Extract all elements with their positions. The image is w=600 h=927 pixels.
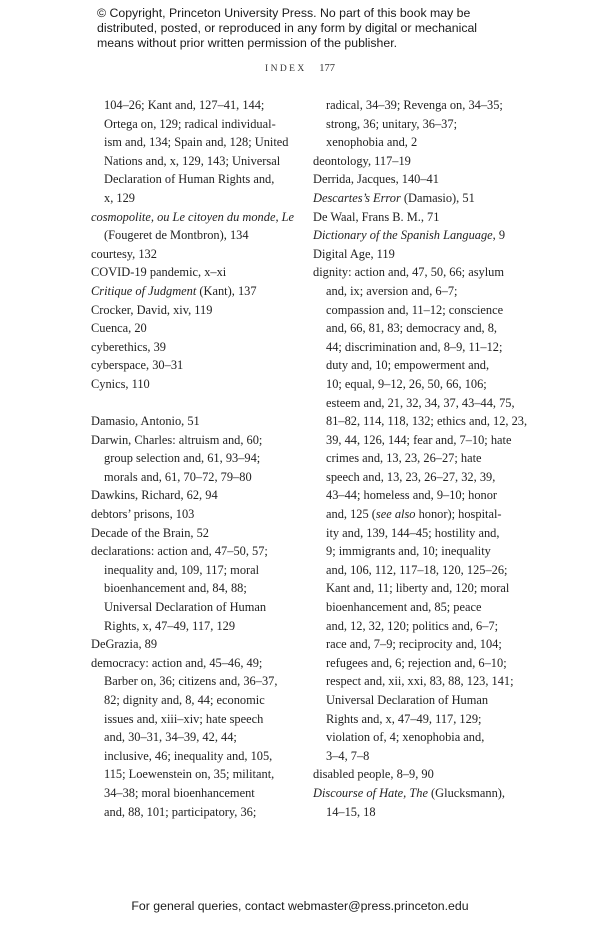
index-entry: Cuenca, 20 xyxy=(91,321,147,336)
index-entry: Dictionary of the Spanish Language, 9 xyxy=(313,228,506,243)
see-also-line: and, 125 (see also honor); hospital- xyxy=(326,507,502,522)
running-head xyxy=(0,63,600,74)
index-entry: Descartes’s Error (Damasio), 51 xyxy=(313,190,475,205)
index-entry: Cynics, 110 xyxy=(91,376,150,391)
index-entry: Darwin, Charles: altruism and, 60; group selection and, 61, 93–94; morals and, 61, 70–72, 79–80 xyxy=(91,432,263,484)
index-column-right xyxy=(313,96,528,821)
index-entry: deontology, 117–19 xyxy=(313,153,411,168)
index-entry: cyberethics, 39 xyxy=(91,339,167,354)
index-entry-continuation: 104–26; Kant and, 127–41, 144; Ortega on, 129; radical individual- ism and, 134; Spain and, 128; United Nations and, x, 129, 143; Universal Declaration of Human Rights and, x, 129 xyxy=(104,98,289,205)
index-entry: COVID-19 pandemic, x–xi xyxy=(91,265,227,280)
index-entry: courtesy, 132 xyxy=(91,246,157,261)
index-entry-dignity: dignity: action and, 47, 50, 66; asylum and, ix; aversion and, 6–7; compassion and, 11–12; conscience and, 66, 81, 83; democracy and, 8, 44; discrimination and, 8–9, 11–12; duty and, 10; empowerment and, 10; equal, 9–12, 26, 50, 66, 106; esteem and, 21, 32, 34, 37, 43–44, 75, 81–82, 114, 118, 132; ethics and, 12, 23, 39, 44, 126, 144; fear and, 7–10; hate crimes and, 13, 23, 26–27; hate speech and, 13, 23, 26–27, 32, 39, 43–44; homeless and, 9–10; honor and, 125 (see also honor); hospital- ity and, 139, 144–45; hostility and, 9; immigrants and, 10; inequality and, 106, 112, 117–18, 120, 125–26; Kant and, 11; liberty and, 120; moral bioenhancement and, 85; peace and, 12, 32, 120; politics and, 6–7; race and, 7–9; reciprocity and, 104; refugees and, 6; rejection and, 6–10; respect and, xii, xxi, 83, 88, 123, 141; Universal Declaration of Human Rights and, x, 47–49, 117, 129; violation of, 4; xenophobia and, 3–4, 7–8 xyxy=(313,265,528,763)
index-entry: Damasio, Antonio, 51 xyxy=(91,414,200,429)
index-entry: Decade of the Brain, 52 xyxy=(91,525,210,540)
index-entry: declarations: action and, 47–50, 57; inequality and, 109, 117; moral bioenhancement and, 84, 88; Universal Declaration of Human Rights, x, 47–49, 117, 129 xyxy=(91,544,268,633)
index-entry: Digital Age, 119 xyxy=(313,246,395,261)
index-entry: democracy: action and, 45–46, 49; Barber on, 36; citizens and, 36–37, 82; dignity and, 8, 44; economic issues and, xiii–xiv; hate speech and, 30–31, 34–39, 42, 44; inclusive, 46; inequality and, 105, 115; Loewenstein on, 35; militant, 34–38; moral bioenhancement and, 88, 101; participatory, 36; xyxy=(91,655,278,819)
footer-contact: For general queries, contact webmaster@press.princeton.edu xyxy=(131,899,469,913)
index-entry: disabled people, 8–9, 90 xyxy=(313,767,434,782)
index-entry: De Waal, Frans B. M., 71 xyxy=(313,209,440,224)
index-entry: Discourse of Hate, The (Glucksmann), 14–15, 18 xyxy=(313,785,506,819)
index-entry: cyberspace, 30–31 xyxy=(91,358,184,373)
index-entry: Crocker, David, xiv, 119 xyxy=(91,302,213,317)
copyright-line: means without prior written permission of the publisher. xyxy=(97,36,398,50)
index-entry: Critique of Judgment (Kant), 137 xyxy=(91,283,257,298)
index-entry: Dawkins, Richard, 62, 94 xyxy=(91,488,218,503)
index-entry: debtors’ prisons, 103 xyxy=(91,507,195,522)
index-column-left xyxy=(91,96,306,821)
see-also-reference: see also xyxy=(375,507,416,522)
section-label: INDEX xyxy=(265,64,307,74)
letter-group-gap xyxy=(91,394,306,413)
page-number: 177 xyxy=(319,63,335,74)
copyright-line: © Copyright, Princeton University Press. No part of this book may be xyxy=(97,6,471,20)
index-entry-continuation: radical, 34–39; Revenga on, 34–35; strong, 36; unitary, 36–37; xenophobia and, 2 xyxy=(326,98,503,150)
copyright-notice xyxy=(97,6,517,51)
copyright-line: distributed, posted, or reproduced in any form by digital or mechanical xyxy=(97,21,478,35)
index-entry: Derrida, Jacques, 140–41 xyxy=(313,172,439,187)
index-entry: cosmopolite, ou Le citoyen du monde, Le (Fougeret de Montbron), 134 xyxy=(91,209,295,243)
index-entry: DeGrazia, 89 xyxy=(91,637,158,652)
